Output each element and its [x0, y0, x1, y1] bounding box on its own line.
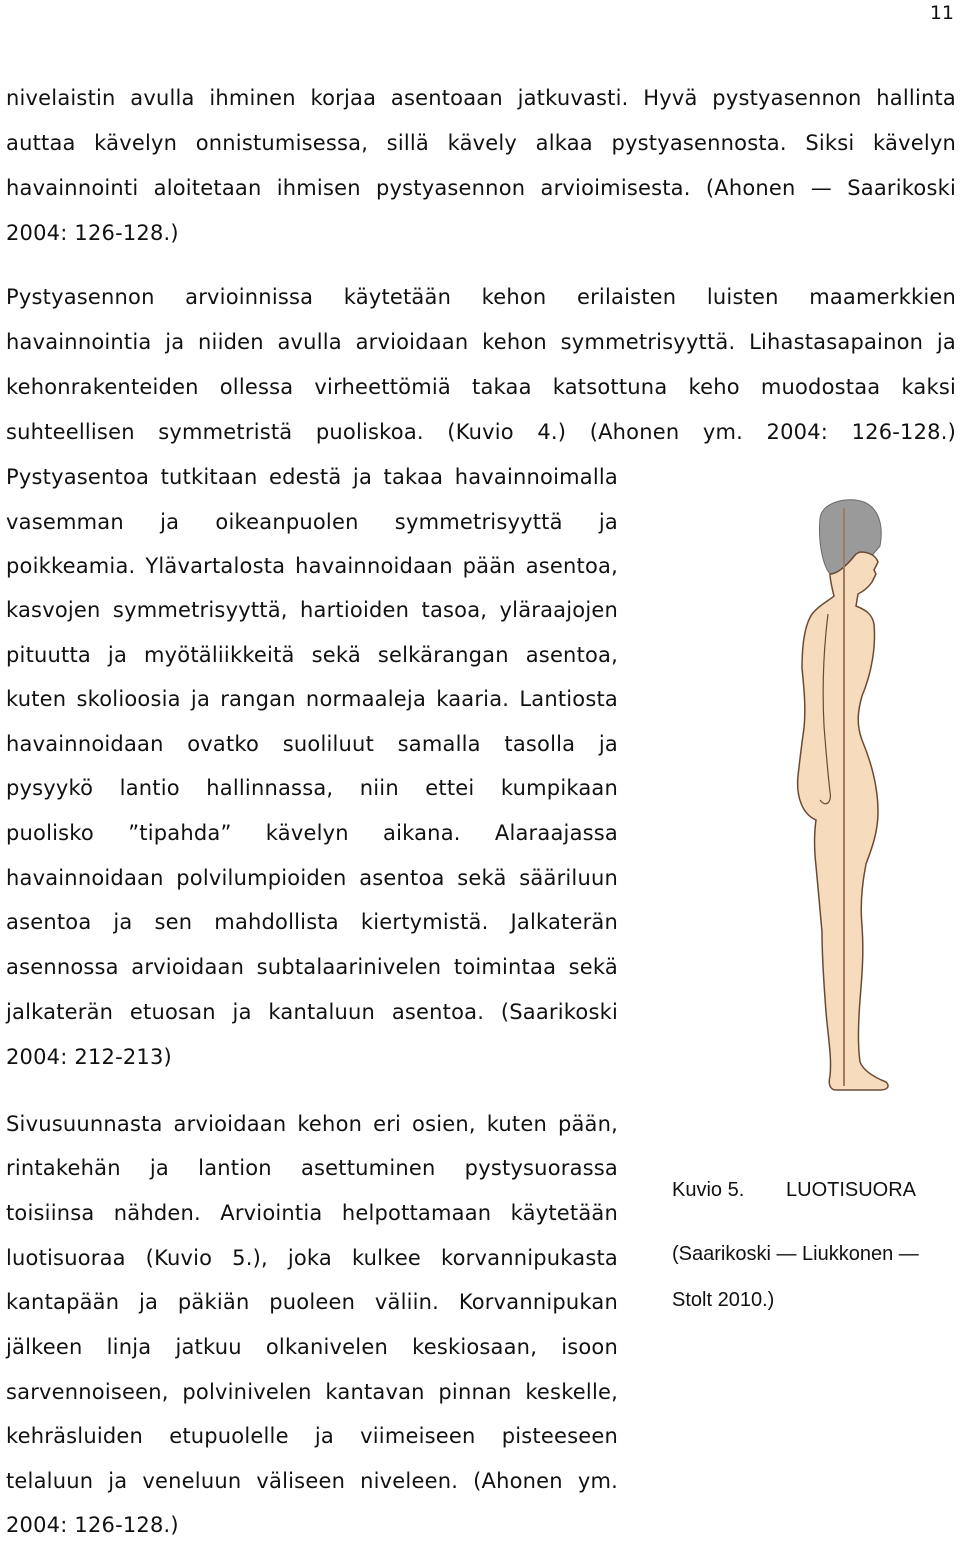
figure-caption-title: LUOTISUORA	[786, 1179, 917, 1201]
human-silhouette-illustration	[768, 496, 918, 1106]
paragraph-line: jälkeen linja jatkuu olkanivelen keskiosaan, isoon	[6, 1335, 618, 1359]
paragraph-line: rintakehän ja lantion asettuminen pystysuorassa	[6, 1156, 618, 1180]
paragraph-line: kehonrakenteiden ollessa virheettömiä takaa katsottuna keho muodostaa kaksi	[6, 375, 956, 399]
paragraph-line: asentoa ja sen mahdollista kiertymistä. Jalkaterän	[6, 910, 618, 934]
paragraph-line: kuten skolioosia ja rangan normaaleja kaaria. Lantiosta	[6, 687, 618, 711]
paragraph-line: puolisko ”tipahda” kävelyn aikana. Alaraajassa	[6, 821, 618, 845]
paragraph-line: jalkaterän etuosan ja kantaluun asentoa. (Saarikoski	[6, 1000, 618, 1024]
paragraph-line: auttaa kävelyn onnistumisessa, sillä kävely alkaa pystyasennosta. Siksi kävelyn	[6, 131, 956, 155]
paragraph-line: 2004: 126-128.)	[6, 1513, 179, 1537]
paragraph-line: luotisuoraa (Kuvio 5.), joka kulkee korvannipukasta	[6, 1246, 618, 1270]
page-number: 11	[929, 2, 954, 24]
paragraph-line: Pystyasennon arvioinnissa käytetään kehon erilaisten luisten maamerkkien	[6, 285, 956, 309]
paragraph-line: havainnointia ja niiden avulla arvioidaan kehon symmetrisyyttä. Lihastasapainon ja	[6, 330, 956, 354]
paragraph-line: nivelaistin avulla ihminen korjaa asentoaan jatkuvasti. Hyvä pystyasennon hallinta	[6, 86, 956, 110]
paragraph-line: havainnoidaan ovatko suoliluut samalla tasolla ja	[6, 732, 618, 756]
paragraph-line: havainnoidaan polvilumpioiden asentoa sekä sääriluun	[6, 866, 618, 890]
paragraph-line: kehräsluiden etupuolelle ja viimeiseen pisteeseen	[6, 1424, 618, 1448]
paragraph-line: 2004: 212-213)	[6, 1045, 172, 1069]
paragraph-line: vasemman ja oikeanpuolen symmetrisyyttä ja	[6, 510, 618, 534]
paragraph-line: toisiinsa nähden. Arviointia helpottamaan käytetään	[6, 1201, 618, 1225]
paragraph-line: havainnointi aloitetaan ihmisen pystyasennon arvioimisesta. (Ahonen — Saarikoski	[6, 176, 956, 200]
paragraph-line: pituutta ja myötäliikkeitä sekä selkärangan asentoa,	[6, 643, 618, 667]
paragraph-line: telaluun ja veneluun väliseen niveleen. (Ahonen ym.	[6, 1469, 618, 1493]
paragraph-line: Sivusuunnasta arvioidaan kehon eri osien, kuten pään,	[6, 1112, 618, 1136]
paragraph-line: kasvojen symmetrisyyttä, hartioiden tasoa, yläraajojen	[6, 598, 618, 622]
figure-source-line: (Saarikoski — Liukkonen —	[672, 1243, 919, 1265]
paragraph-line: 2004: 126-128.)	[6, 221, 179, 245]
paragraph-line: Pystyasentoa tutkitaan edestä ja takaa havainnoimalla	[6, 465, 618, 489]
paragraph-line: poikkeamia. Ylävartalosta havainnoidaan pään asentoa,	[6, 554, 618, 578]
paragraph-line: pysyykö lantio hallinnassa, niin ettei kumpikaan	[6, 776, 618, 800]
figure-caption-label: Kuvio 5.	[672, 1179, 745, 1201]
paragraph-line: sarvennoiseen, polvinivelen kantavan pinnan keskelle,	[6, 1380, 618, 1404]
paragraph-line: suhteellisen symmetristä puoliskoa. (Kuvio 4.) (Ahonen ym. 2004: 126-128.)	[6, 420, 956, 444]
figure-source-line: Stolt 2010.)	[672, 1289, 775, 1311]
paragraph-line: asennossa arvioidaan subtalaarinivelen toimintaa sekä	[6, 955, 618, 979]
paragraph-line: kantapään ja päkiän puoleen väliin. Korvannipukan	[6, 1290, 618, 1314]
plumb-line-figure	[768, 496, 918, 1106]
body-outline	[798, 552, 888, 1090]
